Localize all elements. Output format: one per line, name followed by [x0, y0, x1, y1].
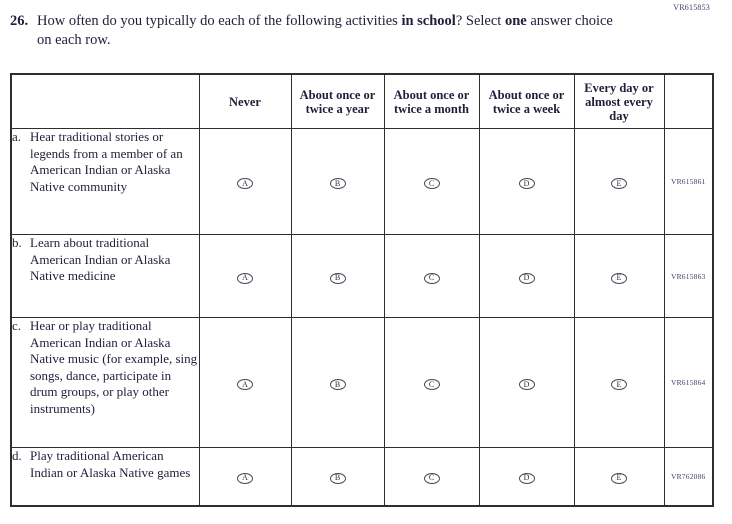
table-row-d — [11, 448, 713, 506]
row-c-text: Hear or play traditional American Indian or Alaska Native music (for example, sing songs, dance, participate in drum groups, or play other instruments) — [30, 318, 198, 416]
question-block — [10, 12, 650, 50]
row-a-cell-everyday — [574, 129, 664, 235]
table-row-b — [11, 235, 713, 318]
row-b-cell-year — [291, 235, 384, 318]
answer-bubble[interactable]: A — [237, 178, 253, 189]
header-once-twice-month: About once or twice a month — [384, 74, 479, 129]
row-d-cell-week — [479, 448, 574, 506]
row-d-cell-year — [291, 448, 384, 506]
answer-bubble[interactable]: C — [424, 273, 440, 284]
row-a-code: VR615861 — [664, 129, 713, 235]
row-a-cell-month — [384, 129, 479, 235]
row-d-cell-everyday — [574, 448, 664, 506]
answer-bubble[interactable]: D — [519, 178, 535, 189]
row-b-label: b. — [12, 235, 22, 250]
row-b-cell-week — [479, 235, 574, 318]
row-b-cell-month — [384, 235, 479, 318]
row-c-cell-year — [291, 318, 384, 448]
row-c-cell-never — [199, 318, 291, 448]
answer-bubble[interactable]: C — [424, 178, 440, 189]
answer-bubble[interactable]: B — [330, 379, 346, 390]
row-d-code: VR762086 — [664, 448, 713, 506]
answer-bubble[interactable]: E — [611, 178, 627, 189]
header-item-blank — [11, 74, 199, 129]
row-c-label: c. — [12, 318, 22, 333]
row-a-label: a. — [12, 129, 22, 144]
row-c-item — [11, 318, 199, 448]
answer-bubble[interactable]: A — [237, 379, 253, 390]
question-seg5: answer choice on each row. — [37, 13, 613, 48]
answer-bubble[interactable]: E — [611, 379, 627, 390]
table-row-a — [11, 129, 713, 235]
form-code-top-right: VR615853 — [673, 3, 710, 12]
header-once-twice-year: About once or twice a year — [291, 74, 384, 129]
answer-bubble[interactable]: E — [611, 473, 627, 484]
answer-bubble[interactable]: D — [519, 273, 535, 284]
question-number: 26. — [10, 13, 29, 29]
table-row-c — [11, 318, 713, 448]
question-text — [37, 12, 622, 50]
row-b-code: VR615863 — [664, 235, 713, 318]
answer-bubble[interactable]: B — [330, 473, 346, 484]
row-a-cell-never — [199, 129, 291, 235]
row-d-item — [11, 448, 199, 506]
frequency-table — [10, 73, 714, 507]
header-never: Never — [199, 74, 291, 129]
row-b-cell-never — [199, 235, 291, 318]
header-row — [11, 74, 713, 129]
row-c-cell-everyday — [574, 318, 664, 448]
answer-bubble[interactable]: D — [519, 379, 535, 390]
answer-bubble[interactable]: A — [237, 473, 253, 484]
row-a-text: Hear traditional stories or legends from a member of an American Indian or Alaska Native community — [30, 129, 183, 194]
answer-bubble[interactable]: B — [330, 273, 346, 284]
question-seg3: ? Select — [455, 13, 505, 29]
answer-bubble[interactable]: C — [424, 473, 440, 484]
row-a-cell-week — [479, 129, 574, 235]
question-bold-in-school: in school — [401, 13, 456, 29]
header-code-blank — [664, 74, 713, 129]
row-d-cell-never — [199, 448, 291, 506]
answer-bubble[interactable]: C — [424, 379, 440, 390]
row-d-cell-month — [384, 448, 479, 506]
row-b-cell-everyday — [574, 235, 664, 318]
row-c-code: VR615864 — [664, 318, 713, 448]
row-a-cell-year — [291, 129, 384, 235]
answer-bubble[interactable]: A — [237, 273, 253, 284]
question-seg1: How often do you typically do each of the following activities — [37, 13, 402, 29]
row-d-label: d. — [12, 448, 22, 463]
answer-bubble[interactable]: D — [519, 473, 535, 484]
row-b-text: Learn about traditional American Indian or Alaska Native medicine — [30, 235, 171, 283]
answer-bubble[interactable]: B — [330, 178, 346, 189]
answer-bubble[interactable]: E — [611, 273, 627, 284]
header-every-day: Every day or almost every day — [574, 74, 664, 129]
row-b-item — [11, 235, 199, 318]
row-c-cell-week — [479, 318, 574, 448]
row-c-cell-month — [384, 318, 479, 448]
question-bold-one: one — [504, 13, 527, 29]
header-once-twice-week: About once or twice a week — [479, 74, 574, 129]
row-a-item — [11, 129, 199, 235]
row-d-text: Play traditional American Indian or Alaska Native games — [30, 448, 191, 480]
